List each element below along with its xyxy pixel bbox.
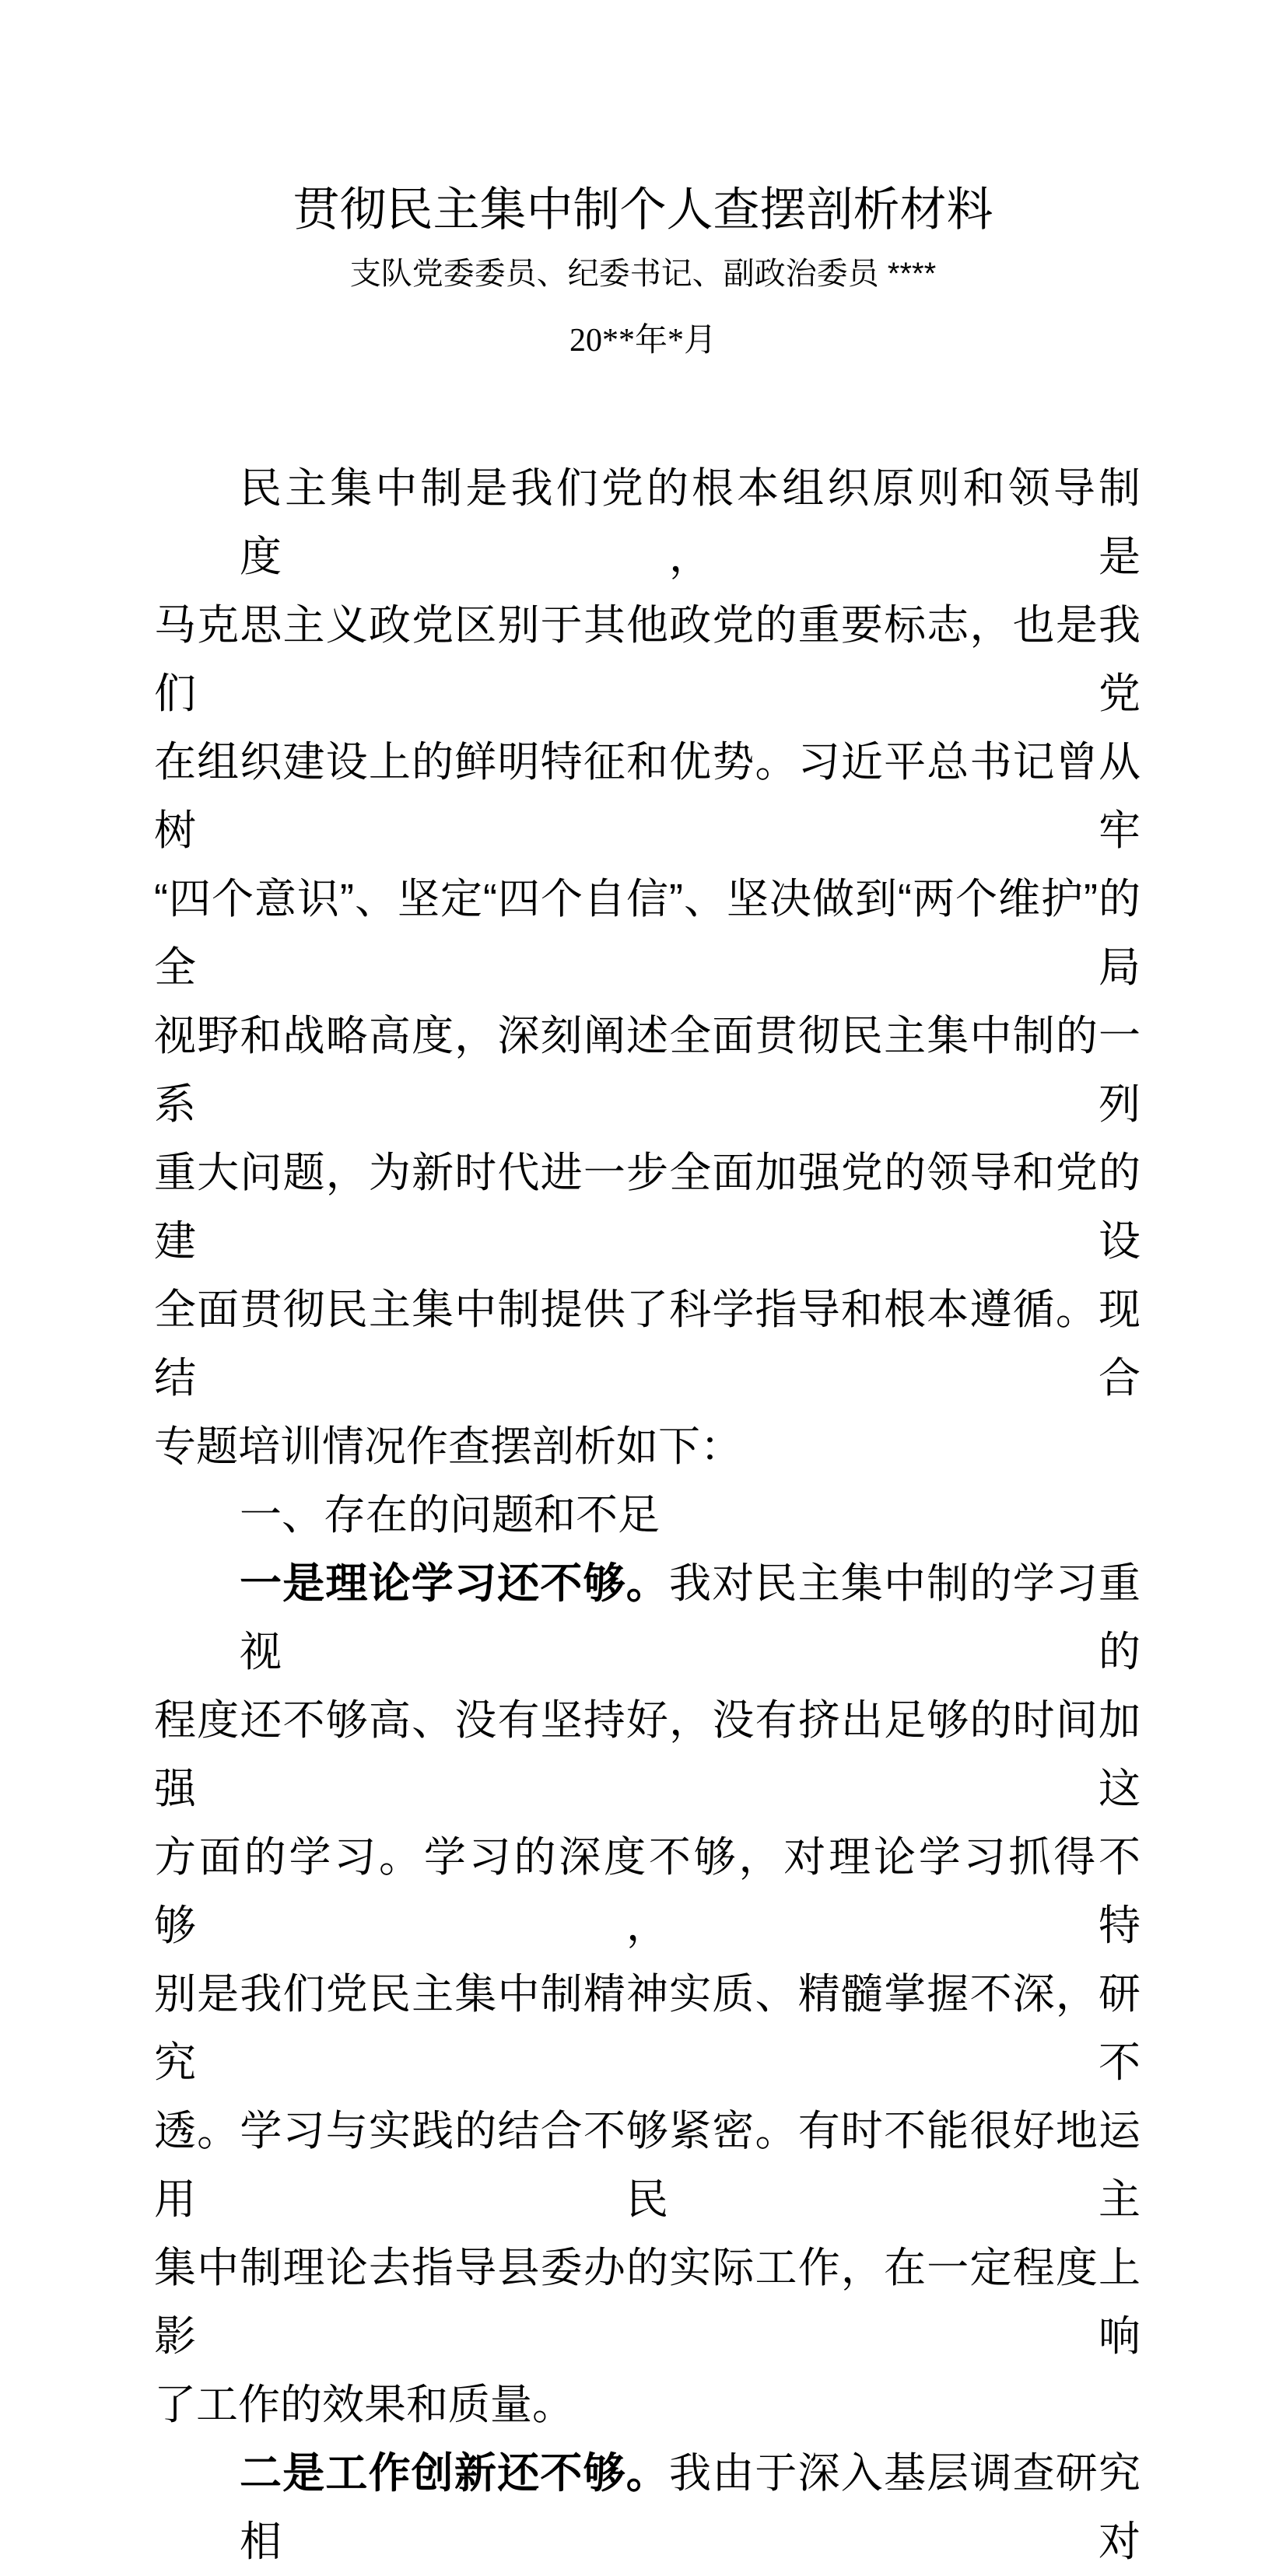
paragraph-line: 方面的学习。学习的深度不够，对理论学习抓得不够，特	[154, 1834, 1141, 1949]
paragraph-line: 集中制理论去指导县委办的实际工作，在一定程度上影响	[154, 2245, 1141, 2360]
paragraph-line: 了工作的效果和质量。	[154, 2382, 574, 2428]
section-heading: 一、存在的问题和不足	[240, 1492, 660, 1538]
paragraph-line: 在组织建设上的鲜明特征和优势。习近平总书记曾从树牢	[154, 739, 1141, 854]
paragraph-line: 视野和战略高度，深刻阐述全面贯彻民主集中制的一系列	[154, 1013, 1141, 1128]
point-lead: 一是理论学习还不够。	[240, 1560, 669, 1607]
point-text: 我对民主集中制的学习重视的	[240, 1560, 1141, 1675]
paragraph-line: “四个意识”、坚定“四个自信”、坚决做到“两个维护”的全局	[154, 876, 1141, 991]
point-lead: 二是工作创新还不够。	[240, 2450, 669, 2497]
document-body	[154, 454, 1141, 2576]
paragraph-line: 全面贯彻民主集中制提供了科学指导和根本遵循。现结合	[154, 1286, 1141, 1402]
document-date: 20**年*月	[569, 323, 717, 359]
paragraph-line: 马克思主义政党区别于其他政党的重要标志，也是我们党	[154, 602, 1141, 717]
document-title: 贯彻民主集中制个人查摆剖析材料	[293, 184, 993, 236]
author-line: 支队党委委员、纪委书记、副政治委员 ****	[349, 257, 937, 291]
point-first-line	[154, 1549, 1141, 1686]
point-first-line	[154, 2439, 1141, 2576]
paragraph-line: 民主集中制是我们党的根本组织原则和领导制度，是	[240, 465, 1141, 580]
paragraph-line: 程度还不够高、没有坚持好，没有挤出足够的时间加强这	[154, 1697, 1141, 1812]
paragraph-line: 专题培训情况作查摆剖析如下：	[154, 1423, 742, 1470]
paragraph-line: 透。学习与实践的结合不够紧密。有时不能很好地运用民主	[154, 2108, 1141, 2223]
paragraph-line: 别是我们党民主集中制精神实质、精髓掌握不深，研究不	[154, 1971, 1141, 2086]
point-text: 我由于深入基层调查研究相对	[240, 2450, 1141, 2565]
paragraph-line: 重大问题，为新时代进一步全面加强党的领导和党的建设	[154, 1150, 1141, 1265]
